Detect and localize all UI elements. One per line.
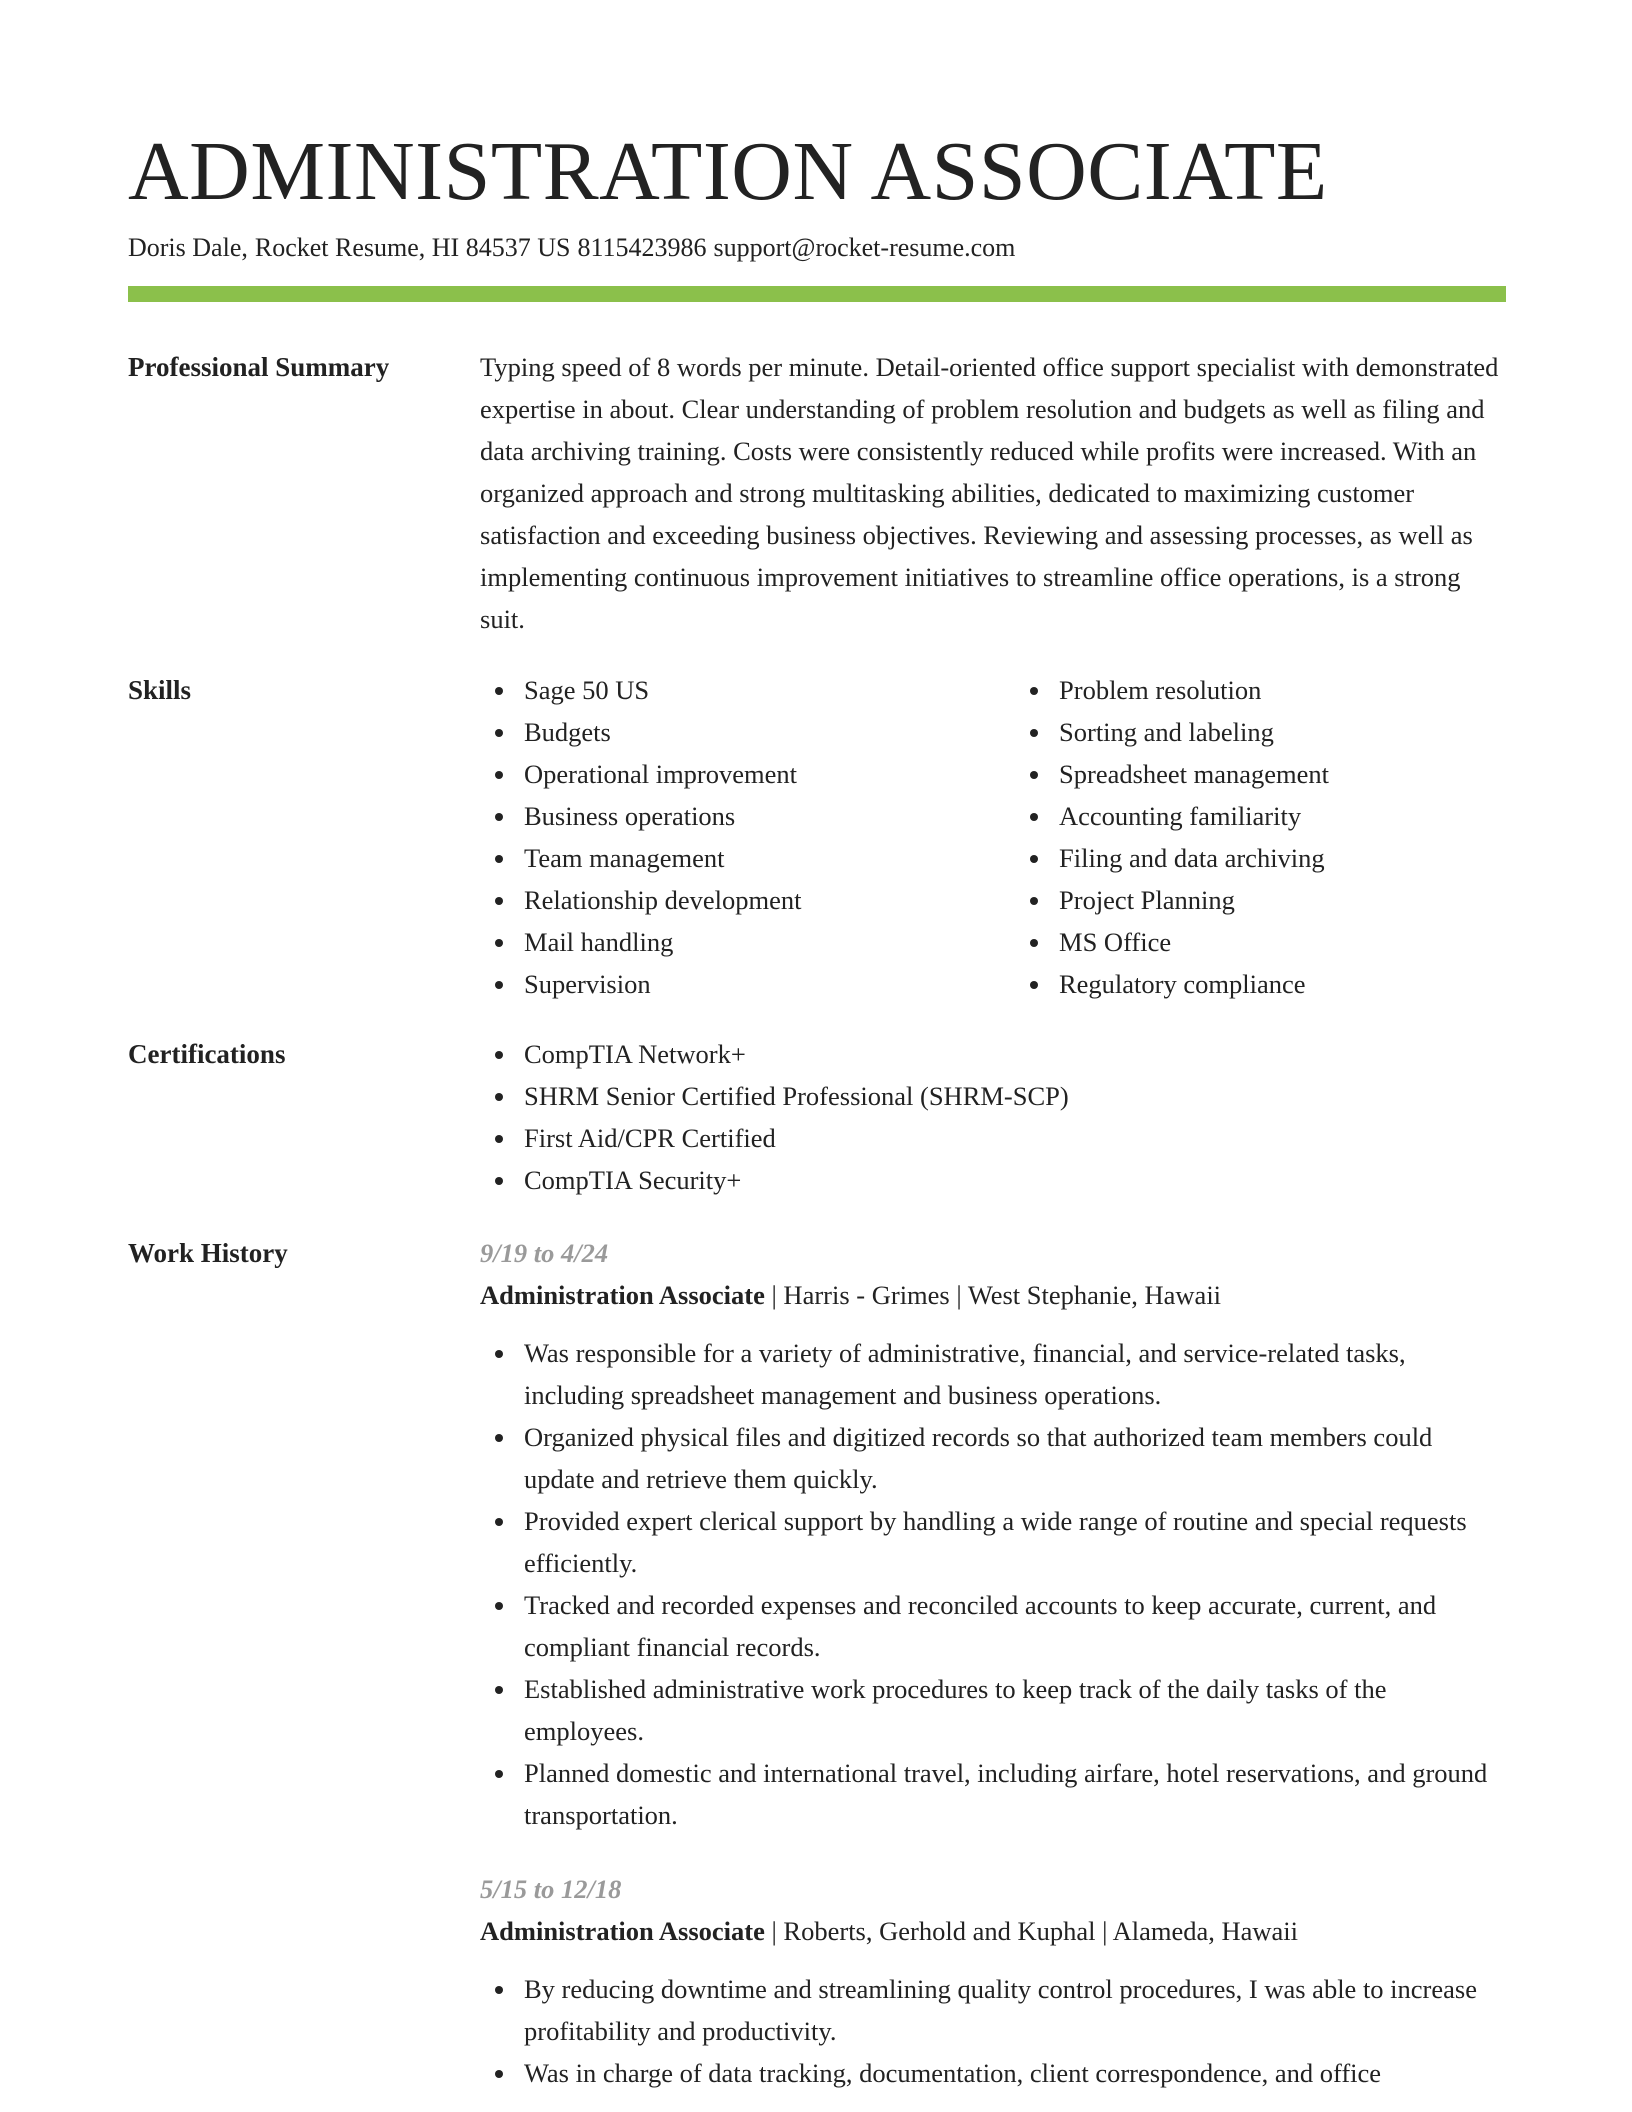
job-heading <box>480 1910 1506 1952</box>
work-history-body <box>480 1232 1506 2094</box>
summary-heading: Professional Summary <box>128 352 390 382</box>
list-item: Planned domestic and international travel, including airfare, hotel reservations, and ground transportation. <box>524 1752 1506 1836</box>
list-item: Was in charge of data tracking, documentation, client correspondence, and office <box>524 2052 1506 2094</box>
job-heading <box>480 1274 1506 1316</box>
list-item: MS Office <box>1059 921 1506 963</box>
summary-text: Typing speed of 8 words per minute. Detail-oriented office support specialist with demonstrated expertise in about. Clear understanding of problem resolution and budgets as well as filing and data archiving training. Costs were consistently reduced while profits were increased. With an organized approach and strong multitasking abilities, dedicated to maximizing customer satisfaction and exceeding business objectives. Reviewing and assessing processes, as well as implementing continuous improvement initiatives to streamline office operations, is a strong suit. <box>480 352 1499 634</box>
list-item: Sage 50 US <box>524 669 971 711</box>
list-item: CompTIA Security+ <box>524 1159 1506 1201</box>
job-bullets <box>480 1332 1506 1836</box>
job-title: Administration Associate <box>480 1280 765 1310</box>
skills-list-right <box>1015 669 1506 1005</box>
contact-address: Rocket Resume, HI 84537 US <box>254 233 571 262</box>
contact-phone: 8115423986 <box>577 233 707 262</box>
list-item: First Aid/CPR Certified <box>524 1117 1506 1159</box>
list-item: Mail handling <box>524 921 971 963</box>
job-details: | Harris - Grimes | West Stephanie, Hawaii <box>764 1280 1222 1310</box>
list-item: Spreadsheet management <box>1059 753 1506 795</box>
skills-list-left <box>480 669 971 1005</box>
skills-heading: Skills <box>128 675 192 705</box>
list-item: SHRM Senior Certified Professional (SHRM-SCP) <box>524 1075 1506 1117</box>
summary-body <box>480 346 1506 640</box>
list-item: Was responsible for a variety of administrative, financial, and service-related tasks, including spreadsheet management and business operations. <box>524 1332 1506 1416</box>
job-title: Administration Associate <box>480 1916 765 1946</box>
contact-name: Doris Dale, <box>128 233 248 262</box>
job-entry <box>480 1868 1506 2094</box>
list-item: Organized physical files and digitized records so that authorized team members could update and retrieve them quickly. <box>524 1416 1506 1500</box>
work-history-heading: Work History <box>128 1238 288 1268</box>
list-item: Provided expert clerical support by handling a wide range of routine and special requests efficiently. <box>524 1500 1506 1584</box>
certifications-list <box>480 1033 1506 1201</box>
job-entry <box>480 1232 1506 1836</box>
list-item: Established administrative work procedures to keep track of the daily tasks of the employees. <box>524 1668 1506 1752</box>
list-item: CompTIA Network+ <box>524 1033 1506 1075</box>
list-item: Tracked and recorded expenses and reconciled accounts to keep accurate, current, and compliant financial records. <box>524 1584 1506 1668</box>
certifications-body <box>480 1033 1506 1201</box>
list-item: Relationship development <box>524 879 971 921</box>
job-dates: 9/19 to 4/24 <box>480 1238 609 1268</box>
list-item: Project Planning <box>1059 879 1506 921</box>
list-item: Business operations <box>524 795 971 837</box>
contact-email: support@rocket-resume.com <box>713 233 1016 262</box>
list-item: Sorting and labeling <box>1059 711 1506 753</box>
accent-divider <box>128 286 1506 302</box>
list-item: Problem resolution <box>1059 669 1506 711</box>
skills-body <box>480 669 1506 1005</box>
list-item: Filing and data archiving <box>1059 837 1506 879</box>
list-item: Regulatory compliance <box>1059 963 1506 1005</box>
list-item: Team management <box>524 837 971 879</box>
job-dates: 5/15 to 12/18 <box>480 1874 622 1904</box>
list-item: Budgets <box>524 711 971 753</box>
job-details: | Roberts, Gerhold and Kuphal | Alameda, Hawaii <box>764 1916 1298 1946</box>
list-item: By reducing downtime and streamlining quality control procedures, I was able to increase profitability and productivity. <box>524 1968 1506 2052</box>
resume-title: ADMINISTRATION ASSOCIATE <box>128 125 1328 218</box>
list-item: Supervision <box>524 963 971 1005</box>
certifications-heading: Certifications <box>128 1039 286 1069</box>
contact-line <box>128 232 1015 264</box>
list-item: Accounting familiarity <box>1059 795 1506 837</box>
job-bullets <box>480 1968 1506 2094</box>
list-item: Operational improvement <box>524 753 971 795</box>
